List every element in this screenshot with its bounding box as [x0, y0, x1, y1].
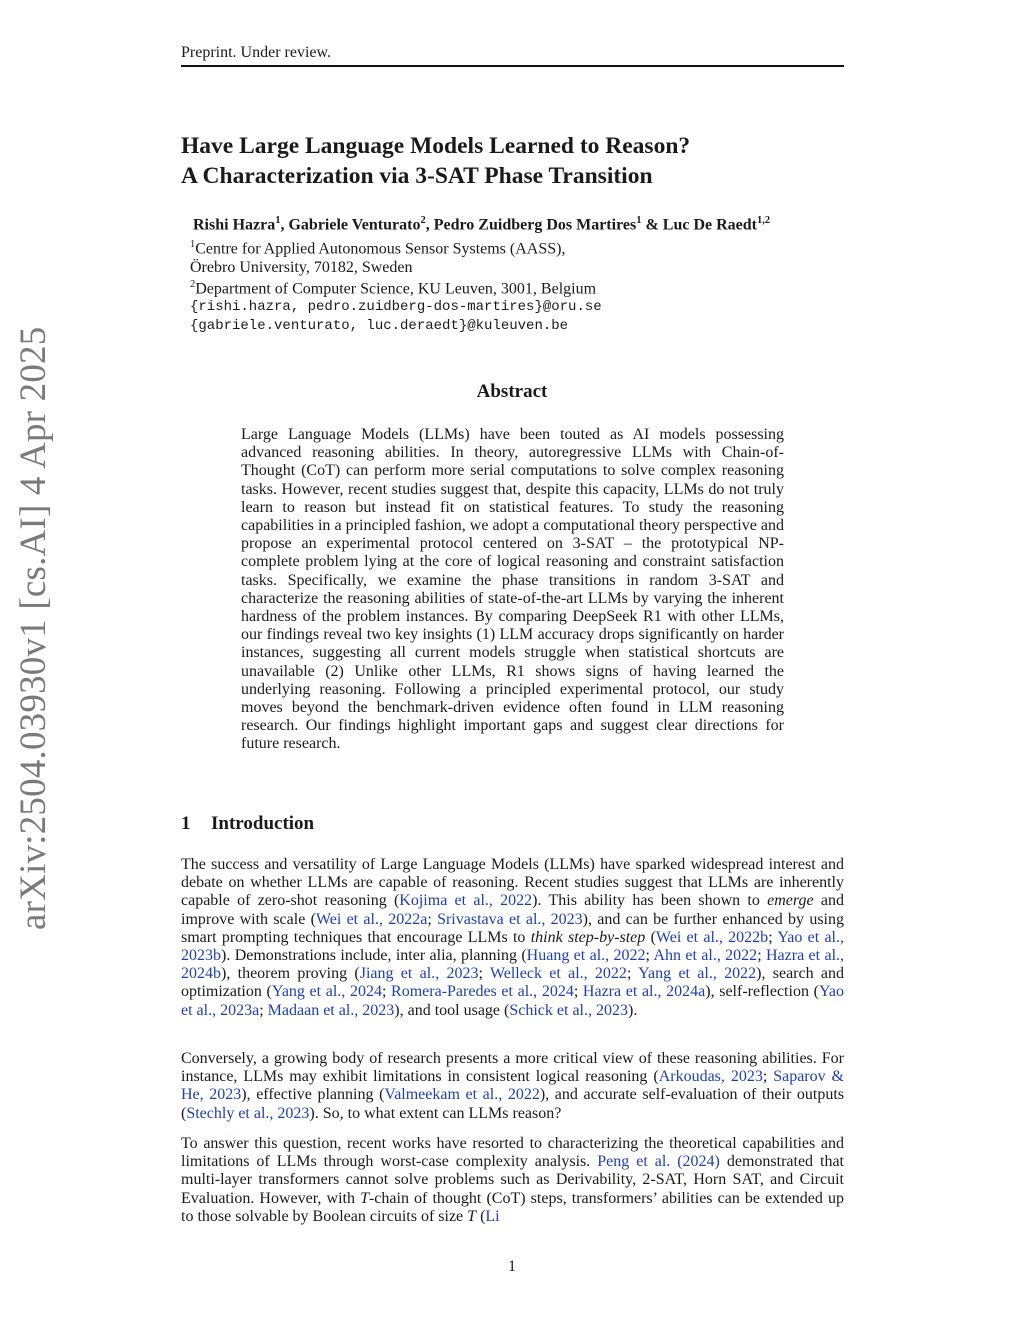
intro-paragraph-3: To answer this question, recent works have resorted to characterizing the theoretical capabilities and limitations of LLMs through worst-case complexity analysis. Peng et al. (2024) demonstrated that multi-layer transformers cannot solve problems such as Derivability, 2-SAT, Horn SAT, and Circuit Evaluation. However, with T-chain of thought (CoT) steps, transformers’ abilities can be extended up to those solvable by Boolean circuits of size T (Li [181, 1135, 845, 1225]
author-list [193, 215, 770, 234]
section-heading [181, 813, 314, 835]
email-line-1[interactable]: {rishi.hazra, pedro.zuidberg-dos-martires}@oru.se [190, 299, 602, 315]
section-number: 1 [181, 813, 191, 834]
citation-link[interactable]: Saparov & He, 2023 [181, 1068, 845, 1104]
affiliation-1-line-2: Örebro University, 70182, Sweden [190, 259, 413, 276]
author-affiliation-mark: 2 [420, 215, 426, 226]
citation-link[interactable]: Ahn et al., 2022 [653, 947, 758, 965]
abstract-body: Large Language Models (LLMs) have been touted as AI models possessing advanced reasoning abilities. In theory, autoregressive LLMs with Chain-of-Thought (CoT) can perform more serial computations to solve complex reasoning tasks. However, recent studies suggest that, despite this capacity, LLMs do not truly learn to reason but instead fit on statistical features. To study the reasoning capabilities in a principled fashion, we adopt a computational theory perspective and propose an experimental protocol centered on 3-SAT – the prototypical NP-complete problem lying at the core of logical reasoning and constraint satisfaction tasks. Specifically, we examine the phase transitions in random 3-SAT and characterize the reasoning abilities of state-of-the-art LLMs by varying the inherent hardness of the problem instances. By comparing DeepSeek R1 with other LLMs, our findings reveal two key insights (1) LLM accuracy drops significantly on harder instances, suggesting all current models struggle when statistical shortcuts are unavailable (2) Unlike other LLMs, R1 shows signs of having learned the underlying reasoning. Following a principled experimental protocol, our study moves beyond the benchmark-driven evidence often found in LLM reasoning research. Our findings highlight important gaps and suggest clear directions for future research. [241, 426, 784, 753]
citation-link[interactable]: Wei et al., 2022a [315, 910, 428, 928]
page-number: 1 [508, 1258, 516, 1275]
author-affiliation-mark: 1 [275, 215, 281, 226]
abstract-heading: Abstract [476, 381, 548, 402]
author-name: Pedro Zuidberg Dos Martires [433, 216, 637, 234]
affiliation-mark: 2 [190, 279, 196, 290]
emphasis: emerge [767, 892, 814, 910]
author-separator: , [280, 216, 289, 234]
email-line-2[interactable]: {gabriele.venturato, luc.deraedt}@kuleuven.be [190, 318, 569, 334]
citation-link[interactable]: Yang et al., 2024 [271, 983, 382, 1001]
intro-paragraph-1: The success and versatility of Large Language Models (LLMs) have sparked widespread interest and debate on whether LLMs are capable of reasoning. Recent studies suggest that LLMs are inherently capable of zero-shot reasoning (Kojima et al., 2022). This ability has been shown to emerge and improve with scale (Wei et al., 2022a; Srivastava et al., 2023), and can be further enhanced by using smart prompting techniques that encourage LLMs to think step-by-step (Wei et al., 2022b; Yao et al., 2023b). Demonstrations include, inter alia, planning (Huang et al., 2022; Ahn et al., 2022; Hazra et al., 2024b), theorem proving (Jiang et al., 2023; Welleck et al., 2022; Yang et al., 2022), search and optimization (Yang et al., 2024; Romera-Paredes et al., 2024; Hazra et al., 2024a), self-reflection (Yao et al., 2023a; Madaan et al., 2023), and tool usage (Schick et al., 2023). [181, 856, 845, 1019]
header-rule [181, 65, 844, 67]
citation-link[interactable]: Yang et al., 2022 [638, 965, 757, 983]
citation-link[interactable]: Welleck et al., 2022 [489, 965, 627, 983]
citation-link[interactable]: Yao et al., 2023a [181, 983, 844, 1019]
emphasis: think step-by-step [530, 928, 646, 946]
affiliation-1-line-1: $^1$Centre for Applied Autonomous Sensor Systems (AASS), [190, 239, 566, 258]
author-affiliation-mark: 1 [636, 215, 642, 226]
citation-link[interactable]: Kojima et al., 2022 [399, 892, 533, 910]
citation-link[interactable]: Peng et al. (2024) [597, 1153, 720, 1171]
citation-link[interactable]: Valmeekam et al., 2022 [384, 1086, 540, 1104]
running-header: Preprint. Under review. [181, 44, 332, 61]
author-separator: , [425, 216, 434, 234]
author-affiliation-mark: 1,2 [757, 215, 771, 226]
citation-link[interactable]: Schick et al., 2023 [509, 1001, 628, 1019]
section-title: Introduction [211, 813, 315, 834]
author-name: Rishi Hazra [193, 216, 276, 234]
citation-link[interactable]: Romera-Paredes et al., 2024 [391, 983, 574, 1001]
math-variable: T [467, 1207, 477, 1225]
citation-link[interactable]: Hazra et al., 2024b [181, 947, 845, 983]
citation-link[interactable]: Stechly et al., 2023 [186, 1104, 310, 1122]
citation-link[interactable]: Huang et al., 2022 [526, 947, 646, 965]
affiliation-mark: 1 [190, 239, 196, 250]
citation-link[interactable]: Li [485, 1207, 500, 1225]
math-variable: T [360, 1189, 369, 1207]
author-name: Gabriele Venturato [288, 216, 421, 234]
citation-link[interactable]: Wei et al., 2022b [655, 928, 769, 946]
citation-link[interactable]: Arkoudas, 2023 [658, 1068, 763, 1086]
title-line-1: Have Large Language Models Learned to Reason? [181, 133, 691, 159]
citation-link[interactable]: Hazra et al., 2024a [582, 983, 706, 1001]
citation-link[interactable]: Madaan et al., 2023 [267, 1001, 395, 1019]
arxiv-sidebar-stamp[interactable]: arXiv:2504.03930v1 [cs.AI] 4 Apr 2025 [13, 326, 54, 930]
intro-paragraph-2: Conversely, a growing body of research presents a more critical view of these reasoning abilities. For instance, LLMs may exhibit limitations in consistent logical reasoning (Arkoudas, 2023; Saparov & He, 2023), effective planning (Valmeekam et al., 2022), and accurate self-evaluation of their outputs (Stechly et al., 2023). So, to what extent can LLMs reason? [181, 1050, 845, 1122]
author-name: Luc De Raedt [662, 216, 758, 234]
citation-link[interactable]: Yao et al., 2023b [181, 928, 845, 965]
title-line-2: A Characterization via 3-SAT Phase Transition [181, 163, 653, 189]
citation-link[interactable]: Srivastava et al., 2023 [437, 910, 583, 928]
affiliation-2: $^2$Department of Computer Science, KU Leuven, 3001, Belgium [190, 279, 597, 298]
author-separator: & [641, 216, 663, 234]
citation-link[interactable]: Jiang et al., 2023 [359, 965, 479, 983]
paper-title [181, 131, 690, 191]
